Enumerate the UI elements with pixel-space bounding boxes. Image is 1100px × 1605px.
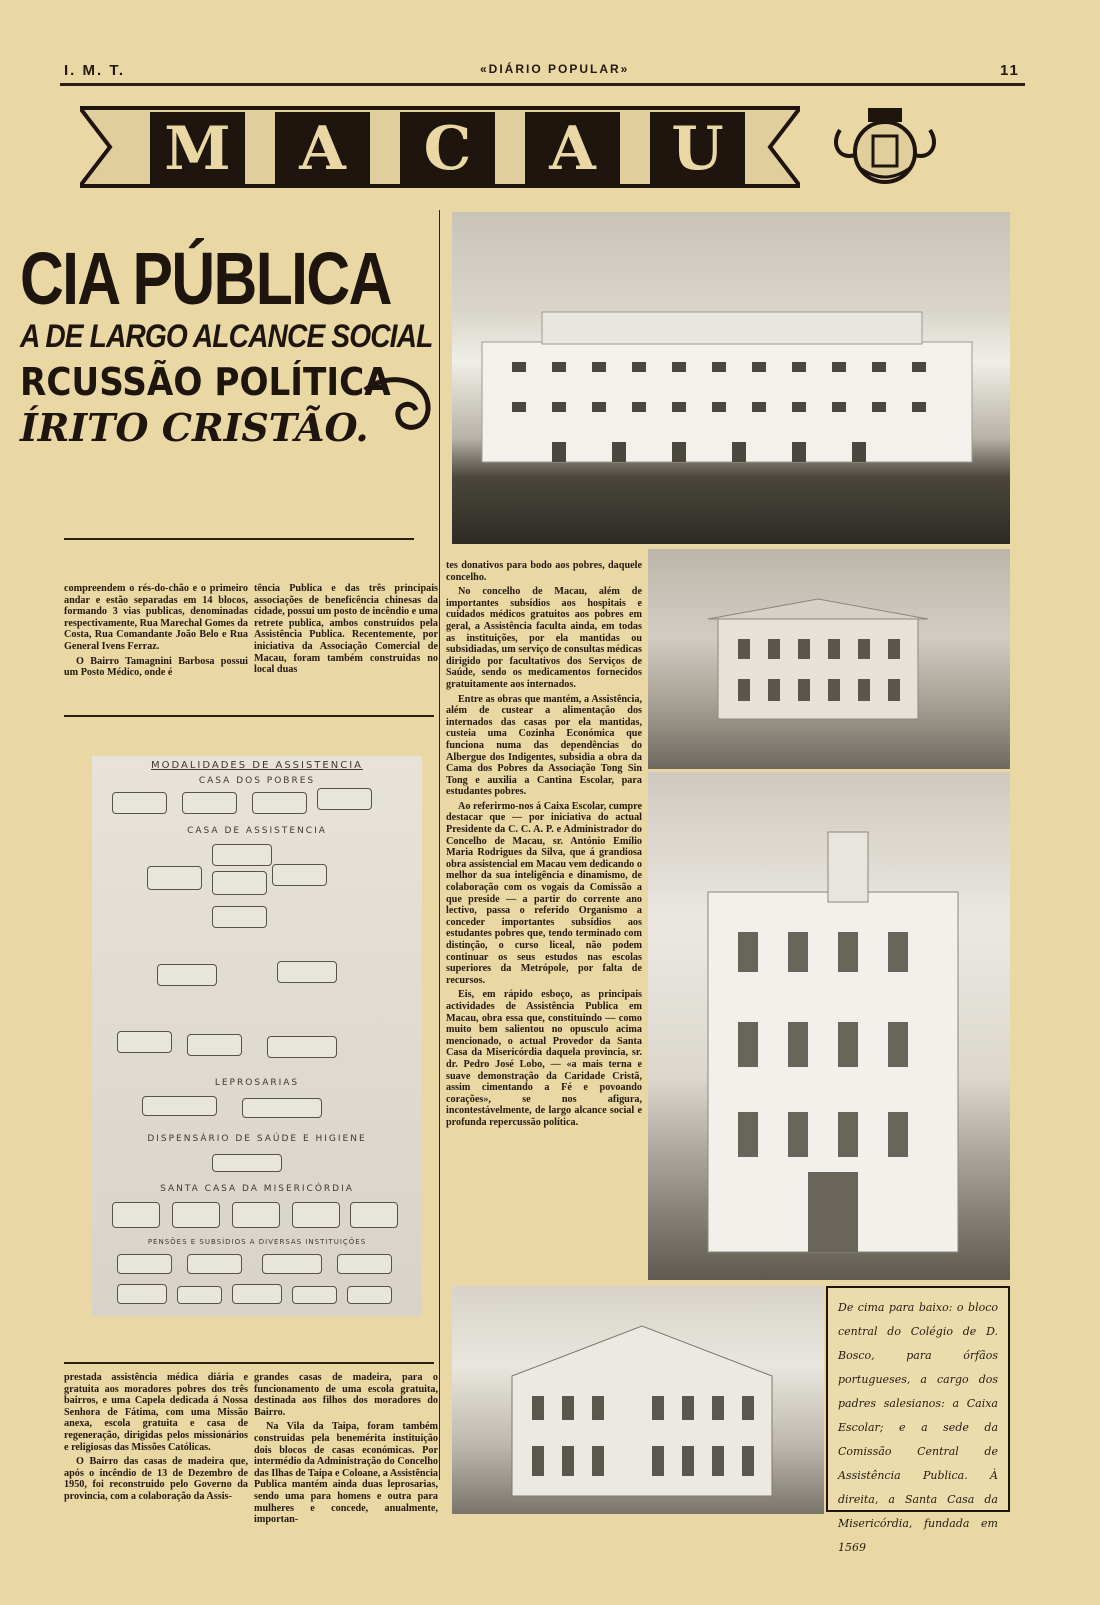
coat-of-arms-icon xyxy=(830,100,940,192)
column-rule xyxy=(439,210,440,1480)
article-bottom-col-2-text: grandes casas de madeira, para o funcionamento de uma escola gratuita, destinada aos filhos dos moradores do Bairro. xyxy=(254,1372,438,1418)
article-top-col-1-text-b: O Bairro Tamagnini Barbosa possui um Posto Médico, onde é xyxy=(64,655,248,679)
article-right-p2: No concelho de Macau, além de importantes subsídios aos hospitais e cuidados médicos gratuitos aos pobres em geral, a Assistência faculta ainda, em todas as instituições, por ela mantidas ou subsidiadas, um serviço de consultas médicas dirigido por facultativos dos Serviços de Saúde, sendo os medicamentos fornecidos gratuitamente aos internados. xyxy=(446,586,642,690)
page-number: 11 xyxy=(1000,62,1020,79)
assistance-diagram xyxy=(92,756,422,1316)
diagram-node xyxy=(187,1034,242,1056)
photo-caption: De cima para baixo: o bloco central do Colégio de D. Bosco, para órfãos portugueses, a cargo dos padres salesianos: a Caixa Escolar; e a sede da Comissão Central de Assistência Publica. À direita, a Santa Casa da Misericórdia, fundada em 1569 xyxy=(838,1301,998,1554)
banner-letter-3: C xyxy=(400,112,495,186)
article-top-col-2-text: tência Publica e das três principais associações de beneficência chinesas da cidade, possui um posto de incêndio e uma retrete publica, ambos construidos pela Assistência Publica. Recentemente, por iniciativa da Associação Comercial de Macau, foram também construidas no local duas xyxy=(254,583,438,676)
banner-letter-2: A xyxy=(275,112,370,186)
flourish-icon xyxy=(360,370,440,460)
building-shape xyxy=(648,772,1010,1280)
article-bottom-col-2 xyxy=(254,1372,438,1572)
building-shape xyxy=(648,549,1010,769)
diagram-node xyxy=(350,1202,398,1228)
diagram-node xyxy=(172,1202,220,1228)
header-rule xyxy=(60,83,1025,86)
diagram-node xyxy=(272,864,327,886)
diagram-node xyxy=(142,1096,217,1116)
article-bottom-col-2-text-b: Na Vila da Taipa, foram também construidas pela benemérita instituição dois blocos de casas económicas. Por intermédio da Administração do Concelho das Ilhas de Taipa e Coloane, a Assistência Publica mantém ainda duas leprosarias, sendo uma para homens e outra para mulheres e concede, anualmente, importan- xyxy=(254,1421,438,1526)
article-right-p3: Entre as obras que mantém, a Assistência, além de custear a alimentação dos internados das casas por ela mantidas, custeia uma Cozinha Económica que funciona numa das dependências do Albergue dos Indigentes, subsidia a obra da Cama dos Pobres da Associação Tong Sin Tong e auxilia a Cantina Escolar, para estudantes pobres. xyxy=(446,693,642,798)
header-center: «DIÁRIO POPULAR» xyxy=(480,62,630,76)
diagram-node xyxy=(177,1286,222,1304)
diagram-node xyxy=(212,1154,282,1172)
section-rule-2 xyxy=(64,715,434,717)
diagram-node xyxy=(337,1254,392,1274)
diagram-node xyxy=(187,1254,242,1274)
article-top-col-2 xyxy=(254,583,438,708)
diagram-node xyxy=(212,906,267,928)
article-right-col xyxy=(446,560,642,1260)
photo-caption-box xyxy=(826,1286,1010,1554)
diagram-node xyxy=(232,1284,282,1304)
diagram-node xyxy=(157,964,217,986)
diagram-node xyxy=(292,1202,340,1228)
diagram-title: MODALIDADES DE ASSISTENCIA xyxy=(150,760,363,771)
diagram-node xyxy=(182,792,237,814)
banner xyxy=(80,98,800,196)
building-shape xyxy=(452,1286,824,1514)
diagram-section-1: CASA DOS POBRES xyxy=(198,776,316,786)
building-shape xyxy=(452,212,1010,544)
photo-comissao-central xyxy=(648,772,1010,1280)
article-top-col-1 xyxy=(64,583,248,708)
diagram-node xyxy=(147,866,202,890)
diagram-node xyxy=(212,844,272,866)
diagram-section-4: DISPENSÁRIO DE SAÚDE E HIGIENE xyxy=(147,1134,367,1144)
diagram-node xyxy=(242,1098,322,1118)
headline-line-2: A DE LARGO ALCANCE SOCIAL xyxy=(20,318,433,354)
section-rule-3 xyxy=(64,1362,434,1364)
banner-letter-1: M xyxy=(150,112,245,186)
diagram-section-6: PENSÕES E SUBSÍDIOS A DIVERSAS INSTITUIÇÕES xyxy=(147,1238,367,1246)
diagram-section-5: SANTA CASA DA MISERICÓRDIA xyxy=(160,1184,354,1194)
diagram-node xyxy=(117,1254,172,1274)
article-right-p1: tes donativos para bodo aos pobres, daquele concelho. xyxy=(446,560,642,583)
article-bottom-col-1-text: prestada assistência médica diária e gratuita aos moradores pobres dos três bairros, e uma Capela dedicada á Nossa Senhora de Fátima, com uma Missão anexa, escola gratuita e casa de regeneração, dirigidas pelos missionários e religiosas das Missões Católicas. xyxy=(64,1372,248,1453)
banner-letter-4: A xyxy=(525,112,620,186)
diagram-node xyxy=(317,788,372,810)
diagram-node xyxy=(262,1254,322,1274)
diagram-section-2: CASA DE ASSISTENCIA xyxy=(187,826,327,836)
photo-caixa-escolar xyxy=(648,549,1010,769)
photo-colegio-dom-bosco xyxy=(452,212,1010,544)
article-top-col-1-text: compreendem o rés-do-chão e o primeiro andar e estão separadas em 14 blocos, formando 3 vias publicas, denominadas respectivamente, Rua Marechal Gomes da Costa, Rua Comandante João Belo e Rua General Ivens Ferraz. xyxy=(64,583,248,652)
article-bottom-col-1-text-b: O Bairro das casas de madeira que, após o incêndio de 13 de Dezembro de 1950, foi reconstruido pelo Governo da provincia, com a colaboração da Assis- xyxy=(64,1456,248,1502)
diagram-section-3: LEPROSARIAS xyxy=(214,1078,300,1088)
article-right-p5: Eis, em rápido esboço, as principais actividades de Assistência Publica em Macau, obra essa que, constituindo — como muito bem salientou no opusculo acima mencionado, o actual Provedor da Santa Casa da Misericórdia daquela provincia, sr. dr. Pedro José Lobo, — «a mais terna e suave demonstração da Caridade Cristã, assim cimentando a Fé e povoando corações», se nos afigura, incontestávelmente, de largo alcance social e profunda repercussão política. xyxy=(446,989,642,1128)
headline-line-1: CIA PÚBLICA xyxy=(20,237,391,320)
diagram-node xyxy=(252,792,307,814)
diagram-node xyxy=(212,871,267,895)
diagram-node xyxy=(267,1036,337,1058)
diagram-node xyxy=(292,1286,337,1304)
article-right-p4: Ao referirmo-nos á Caixa Escolar, cumpre destacar que — por iniciativa do actual Presidente da C. C. A. P. e Administrador do Concelho de Macau, sr. António Emílio Maria Rodrigues da Silva, que á grandiosa obra assistencial em Macau vem dedicando o melhor da sua inteligência e dinamismo, de colaboração com os vogais da Comissão a que preside — a partir do corrente ano lectivo, passa o referido Organismo a conceder importantes subsídios aos estudantes pobres que, tendo terminado com distinção, o curso liceal, não podem continuar os seus estudos nas escolas superiores da Metrópole, por falta de recursos. xyxy=(446,800,642,986)
diagram-node xyxy=(112,792,167,814)
headline-line-3: RCUSSÃO POLÍTICA xyxy=(20,360,391,404)
diagram-node xyxy=(117,1031,172,1053)
diagram-node xyxy=(232,1202,280,1228)
banner-letter-5: U xyxy=(650,112,745,186)
diagram-node xyxy=(277,961,337,983)
section-rule-1 xyxy=(64,538,414,540)
headline-line-4: ÍRITO CRISTÃO. xyxy=(20,405,369,450)
diagram-node xyxy=(347,1286,392,1304)
diagram-node xyxy=(117,1284,167,1304)
article-bottom-col-1 xyxy=(64,1372,248,1572)
photo-santa-casa xyxy=(452,1286,824,1514)
header-left: I. M. T. xyxy=(64,62,125,79)
diagram-node xyxy=(112,1202,160,1228)
